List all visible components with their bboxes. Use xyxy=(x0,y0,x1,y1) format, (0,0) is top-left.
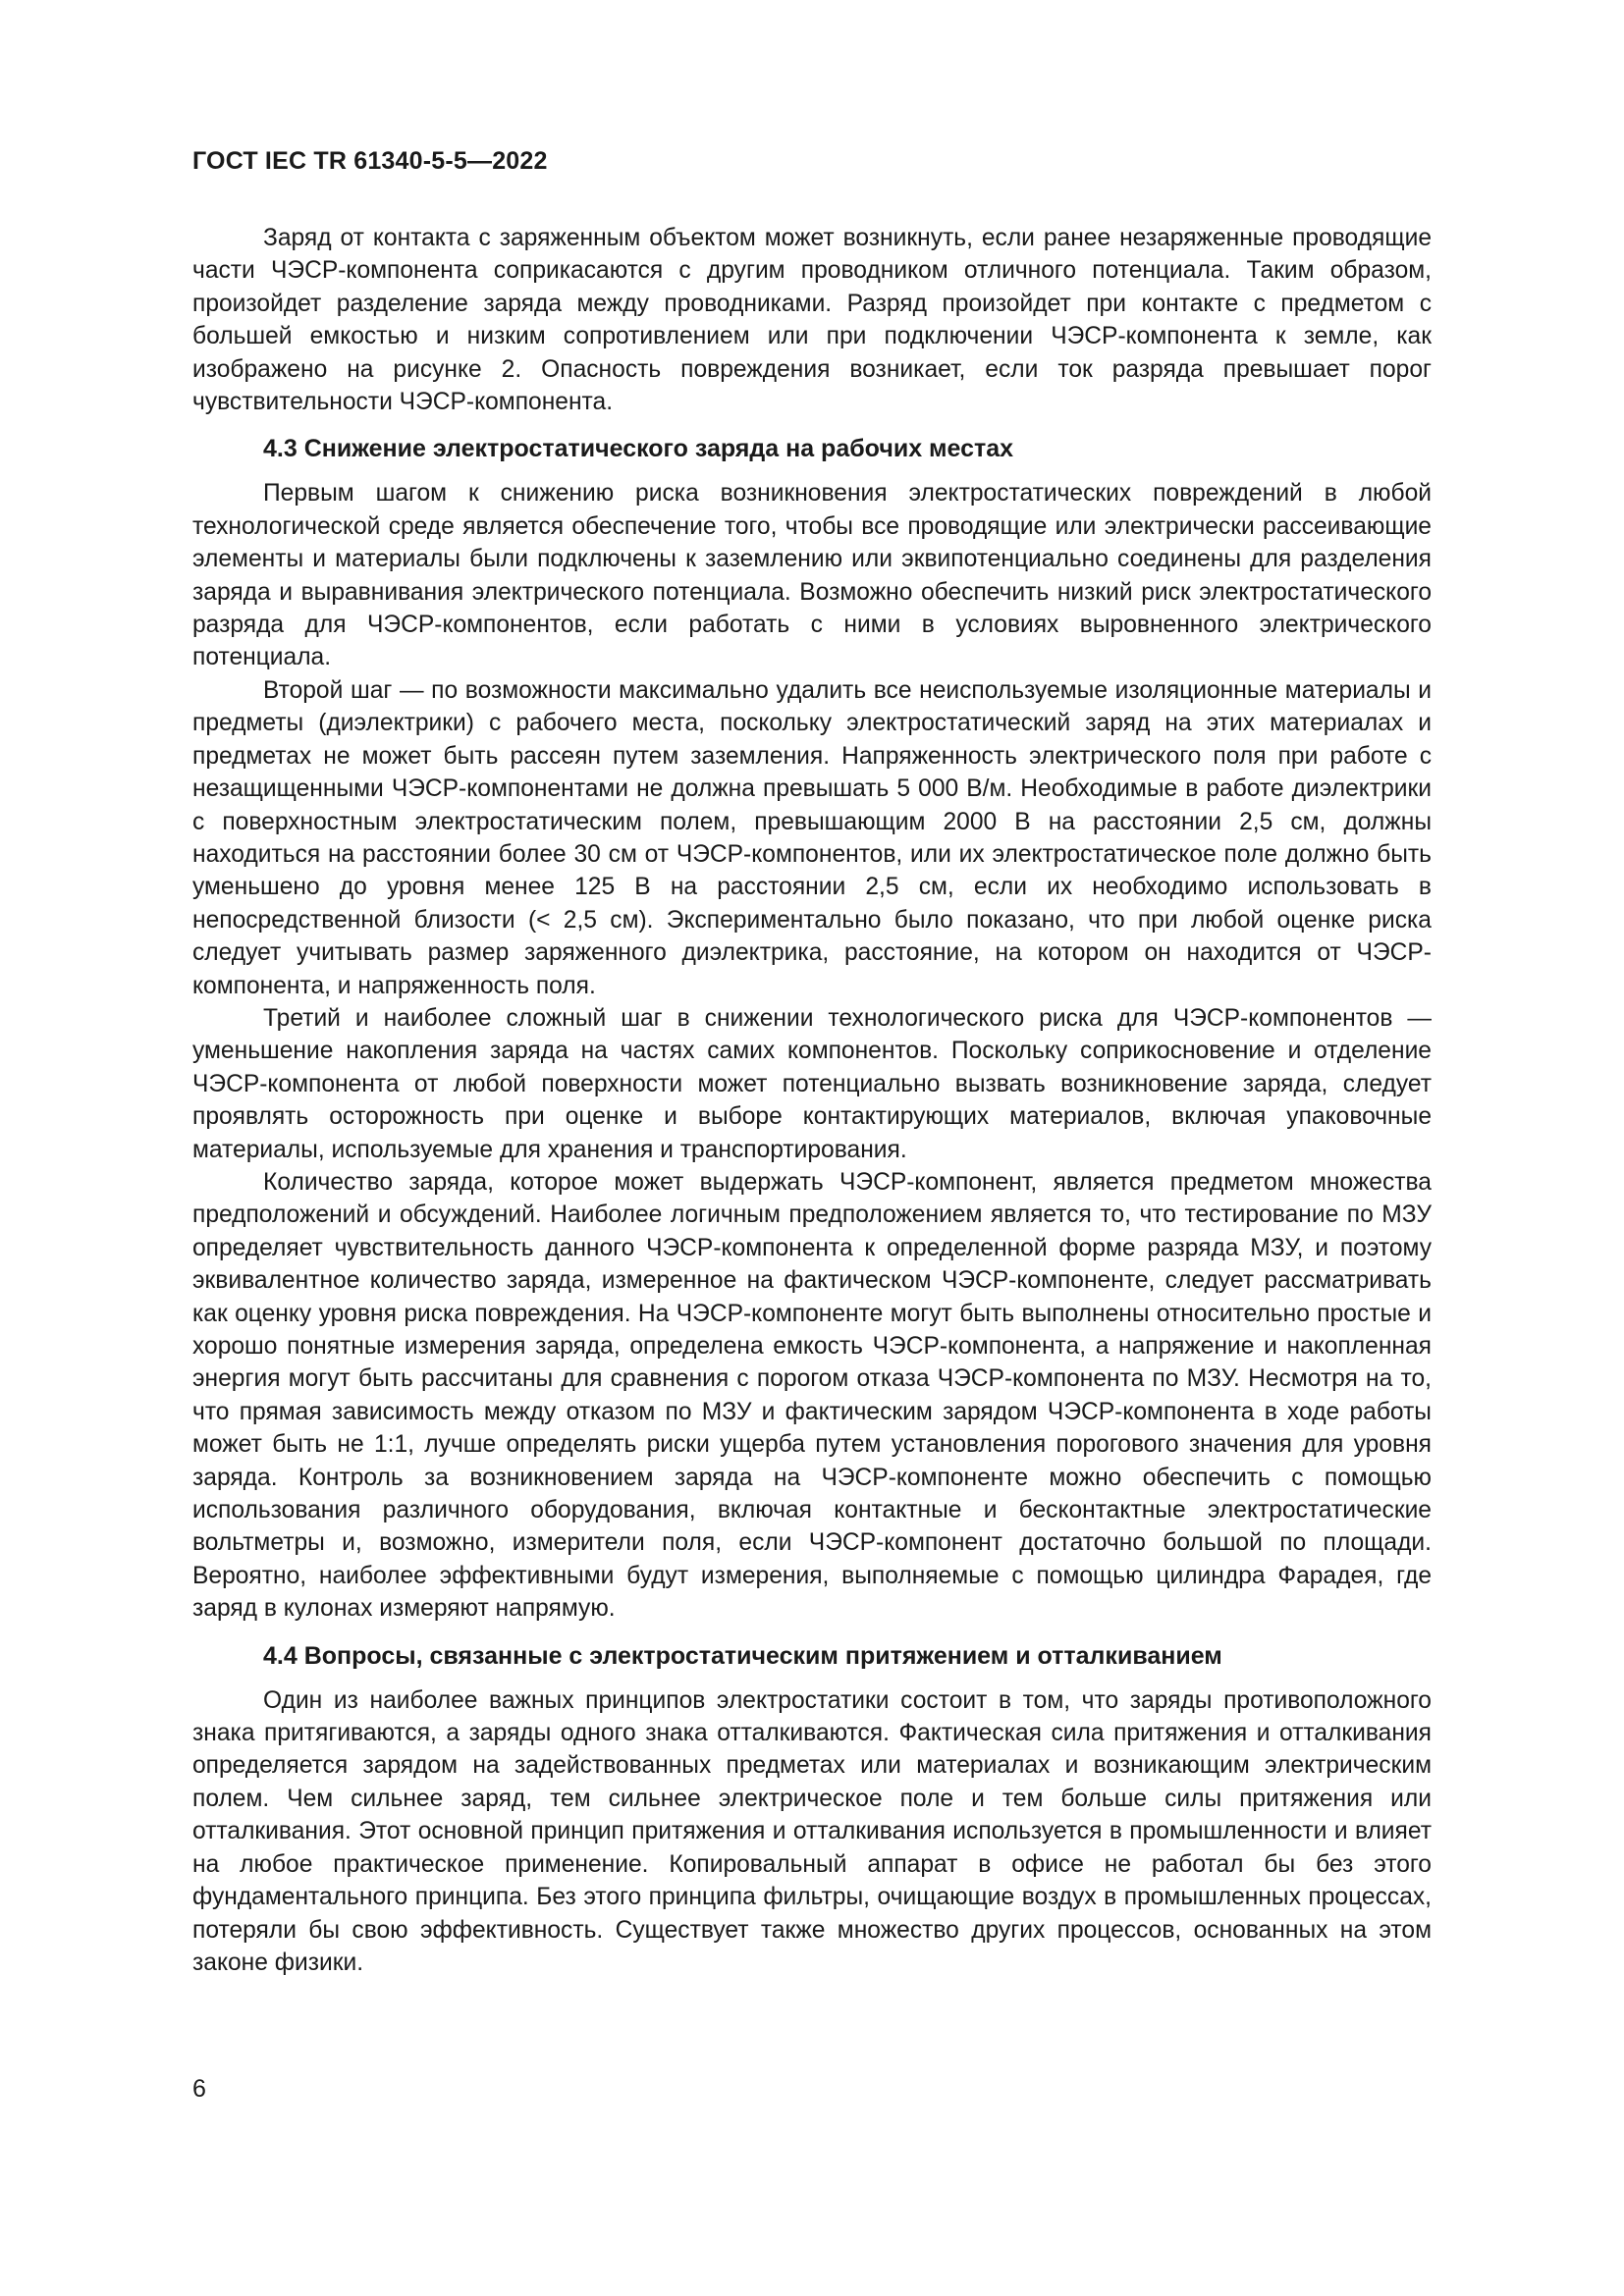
document-body xyxy=(192,222,1432,1979)
section-4-4-paragraph-1: Один из наиболее важных принципов электростатики состоит в том, что заряды противоположного знака притягиваются, а заряды одного знака отталкиваются. Фактическая сила притяжения и отталкивания определяется зарядом на задействованных предметах или материалах и возникающим электрическим полем. Чем сильнее заряд, тем сильнее электрическое поле и тем больше силы притяжения или отталкивания. Этот основной принцип притяжения и отталкивания используется в промышленности и влияет на любое практическое применение. Копировальный аппарат в офисе не работал бы без этого фундаментального принципа. Без этого принципа фильтры, очищающие воздух в промышленных процессах, потеряли бы свою эффективность. Существует также множество других процессов, основанных на этом законе физики. xyxy=(192,1686,1432,1976)
section-4-3-paragraph-3: Третий и наиболее сложный шаг в снижении технологического риска для ЧЭСР-компонентов — уменьшение накопления заряда на частях самих компонентов. Поскольку соприкосновение и отделение ЧЭСР-компонента от любой поверхности может потенциально вызвать возникновение заряда, следует проявлять осторожность при оценке и выборе контактирующих материалов, включая упаковочные материалы, используемые для хранения и транспортирования. xyxy=(192,1004,1432,1163)
section-4-4-heading: 4.4 Вопросы, связанные с электростатическим притяжением и отталкиванием xyxy=(263,1641,1222,1670)
section-4-3-heading: 4.3 Снижение электростатического заряда на рабочих местах xyxy=(263,435,1014,463)
section-4-3-paragraph-1: Первым шагом к снижению риска возникновения электростатических повреждений в любой технологической среде является обеспечение того, чтобы все проводящие или электрически рассеивающие элементы и материалы были подключены к заземлению или эквипотенциально соединены для разделения заряда и выравнивания электрического потенциала. Возможно обеспечить низкий риск электростатического разряда для ЧЭСР-компонентов, если работать с ними в условиях выровненного электрического потенциала. xyxy=(192,480,1432,671)
section-4-3-paragraph-4: Количество заряда, которое может выдержать ЧЭСР-компонент, является предметом множества предположений и обсуждений. Наиболее логичным предположением является то, что тестирование по МЗУ определяет чувствительность данного ЧЭСР-компонента к определенной форме разряда МЗУ, и поэтому эквивалентное количество заряда, измеренное на фактическом ЧЭСР-компоненте, следует рассматривать как оценку уровня риска повреждения. На ЧЭСР-компоненте могут быть выполнены относительно простые и хорошо понятные измерения заряда, определена емкость ЧЭСР-компонента, а напряжение и накопленная энергия могут быть рассчитаны для сравнения с порогом отказа ЧЭСР-компонента по МЗУ. Несмотря на то, что прямая зависимость между отказом по МЗУ и фактическим зарядом ЧЭСР-компонента в ходе работы может быть не 1:1, лучше определять риски ущерба путем установления порогового значения для уровня заряда. Контроль за возникновением заряда на ЧЭСР-компоненте можно обеспечить с помощью использования различного оборудования, включая контактные и бесконтактные электростатические вольтметры и, возможно, измерители поля, если ЧЭСР-компонент достаточно большой по площади. Вероятно, наиболее эффективными будут измерения, выполняемые с помощью цилиндра Фарадея, где заряд в кулонах измеряют напрямую. xyxy=(192,1168,1432,1623)
document-header-id: ГОСТ IEC TR 61340-5-5—2022 xyxy=(192,147,548,175)
page-number: 6 xyxy=(192,2075,206,2103)
section-4-3-paragraph-2: Второй шаг — по возможности максимально удалить все неиспользуемые изоляционные материалы и предметы (диэлектрики) с рабочего места, поскольку электростатический заряд на этих материалах и предметах не может быть рассеян путем заземления. Напряженность электрического поля при работе с незащищенными ЧЭСР-компонентами не должна превышать 5 000 В/м. Необходимые в работе диэлектрики с поверхностным электростатическим полем, превышающим 2000 В на расстоянии 2,5 см, должны находиться на расстоянии более 30 см от ЧЭСР-компонентов, или их электростатическое поле должно быть уменьшено до уровня менее 125 В на расстоянии 2,5 см, если их необходимо использовать в непосредственной близости (< 2,5 см). Экспериментально было показано, что при любой оценке риска следует учитывать размер заряженного диэлектрика, расстояние, на котором он находится от ЧЭСР-компонента, и напряженность поля. xyxy=(192,676,1432,999)
intro-paragraph: Заряд от контакта с заряженным объектом может возникнуть, если ранее незаряженные проводящие части ЧЭСР-компонента соприкасаются с другим проводником отличного потенциала. Таким образом, произойдет разделение заряда между проводниками. Разряд произойдет при контакте с предметом с большей емкостью и низким сопротивлением или при подключении ЧЭСР-компонента к земле, как изображено на рисунке 2. Опасность повреждения возникает, если ток разряда превышает порог чувствительности ЧЭСР-компонента. xyxy=(192,225,1432,416)
